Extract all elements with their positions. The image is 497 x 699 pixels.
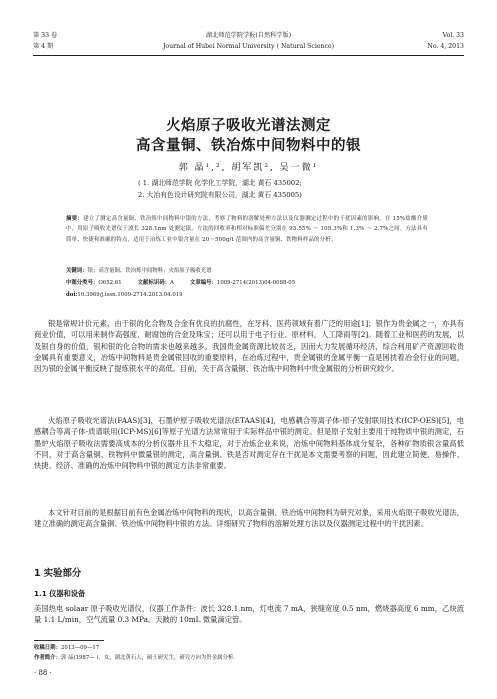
footnote-rule: [34, 640, 104, 641]
author-bio-text: 郭 晶(1987— )，女，湖北黄石人，硕士研究生，研究方向为贵金属分析.: [60, 655, 235, 661]
journal-name-cn: 湖北师范学院学报(自然科学版): [205, 32, 292, 39]
clc-value: O652.61: [98, 280, 122, 286]
doi-value: 10.3969/j.issn.1009-2714.2013.04.019: [77, 292, 183, 298]
keywords-label: 关键词：: [66, 268, 88, 274]
subsection-heading-instruments: 1.1 仪器和设备: [34, 589, 86, 598]
volume-cn: 第 33 卷: [33, 32, 58, 39]
classification: [66, 278, 295, 288]
header-rule: [33, 55, 464, 56]
author-bio: [34, 654, 235, 663]
abstract-text: 建立了测定高含量铜、铁冶炼中间物料中银的方法，考察了物料的溶解处理方法以及仪器测定过程中的干扰因素的影响。在 15%盐酸介质中，用原子吸收光谱仪于波长 328.1nm 处测定银，方法的回收率和相对标准偏差分别在 93.55% ～ 109.3%和 1.3% ～ 2.7%之间。方法具有简单、快捷和准确的特点，适用于冶炼工业中银含量在 20～500g/t 范围内的高含量铜、铁物料样品的分析。: [66, 216, 428, 243]
article-number-value: 1009-2714(2013)04-0088-05: [216, 280, 296, 286]
intro-paragraph-1: 银是常规计价元素，由于银的化合物及合金有优良的抗腐性，在牙科、医药领域有着广泛的用途[1]；银作为贵金属之一，亦具有商业价值，可以用来制作高强度、耐腐蚀的合金及珠宝；还可以用于电子行业、原材料，人工降雨等[2]。随着工业和医药的发展，以及银自身的价值，银和银的化合物的需求也越来越多。我国贵金属资源比较贫乏，因而大力发展循环经济，综合利用矿产资源回收贵金属具有重要意义，冶炼中间物料是贵金属银回收的重要原料，在冶炼过程中，贵金属银的金属平衡一直是困扰着冶金行业的问题，因为银的金属平衡反映了提炼银水平的高低。目前，关于高含量铜、铁冶炼中间物料中贵金属银的分析研究较少。: [34, 319, 464, 374]
issue-en: No. 4, 2013: [427, 43, 464, 50]
doi-label: doi:: [66, 292, 78, 298]
instruments-paragraph: 美国热电 solaar 原子吸收光谱仪，仪器工作条件：波长 328.1 nm，灯电流 7 mA，狭缝宽度 0.5 nm，燃烧器高度 6 mm，乙炔流量 1.1 L/min，空气流量 0.3 MPa。天跛的 10mL 微量滴定管。: [34, 604, 464, 625]
doc-code-label: 文献标识码：: [137, 280, 171, 286]
article-number-label: 文章编号：: [189, 280, 217, 286]
author-bio-label: 作者简介：: [34, 655, 61, 661]
keywords: [66, 266, 212, 276]
volume-en: Vol. 33: [442, 32, 464, 39]
affiliation-2: 2. 大冶有色设计研究院有限公司，湖北 黄石 435005): [138, 191, 302, 199]
intro-paragraph-2: 火焰原子吸收光谱法(FAAS)[3]，石墨炉原子吸收光谱法(ETAAS)[4]，电感耦合等离子体-原子发射联用技术(ICP-OES)[5]，电感耦合等离子体-质谱联用(ICP-MS)[6]等原子光谱方法常常用于实际样品中银的测定。但是原子发射主要用于纯物质中银的测定，石墨炉火焰原子吸收法需要高成本的分析仪器并且不太稳定，对于冶炼企业来说，冶炼中间物料基体成分复杂，各种矿物质银含量高低不同，对于高含量铜、铁物料中微量银的测定，高含量铜、铁是否对测定存在干扰是本文需要考察的问题，因此建立简便、易操作、快捷、经济、准确的冶炼中间物料中银的测定方法非常重要。: [34, 416, 464, 471]
abstract: [66, 214, 428, 245]
journal-name-en: Journal of Hubei Normal University ( Natural Science): [162, 43, 335, 50]
keywords-text: 银；高含量铜、铁冶炼中间物料；火焰原子吸收光谱: [87, 268, 212, 274]
received-label: 收稿日期：: [34, 645, 61, 651]
page-number: · 88 ·: [34, 669, 52, 677]
title-line-1: 火焰原子吸收光谱法测定: [166, 117, 331, 134]
running-header: [33, 30, 464, 64]
title-line-2: 高含量铜、铁冶炼中间物料中的银: [136, 137, 361, 154]
intro-paragraph-3: 本文针对目前的是根据目前有色金属冶炼中间物料的现状，以高含量铜、铁冶炼中间物料为研究对象，采用火焰原子吸收光谱法，建立准确的测定高含量铜、铁冶炼中间物料中银的方法。详细研究了物料的溶解处理方法以及仪器测定过程中的干扰因素。: [34, 508, 464, 529]
doi: [66, 290, 183, 300]
clc-label: 中图分类号：: [66, 280, 99, 286]
paper-title: [0, 116, 497, 156]
abstract-label: 摘要：: [66, 216, 84, 222]
issue-cn: 第 4 期: [33, 43, 54, 50]
authors: 郭 晶¹,², 胡军凯², 吴一微¹: [178, 163, 319, 173]
section-heading-experimental: 1 实验部分: [34, 568, 82, 579]
doc-code-value: A: [170, 280, 174, 286]
affiliation-1: ( 1. 湖北师范学院 化学化工学院，湖北 黄石 435002;: [138, 179, 302, 187]
received-value: 2013—09—17: [60, 645, 100, 651]
received-date: [34, 644, 99, 653]
